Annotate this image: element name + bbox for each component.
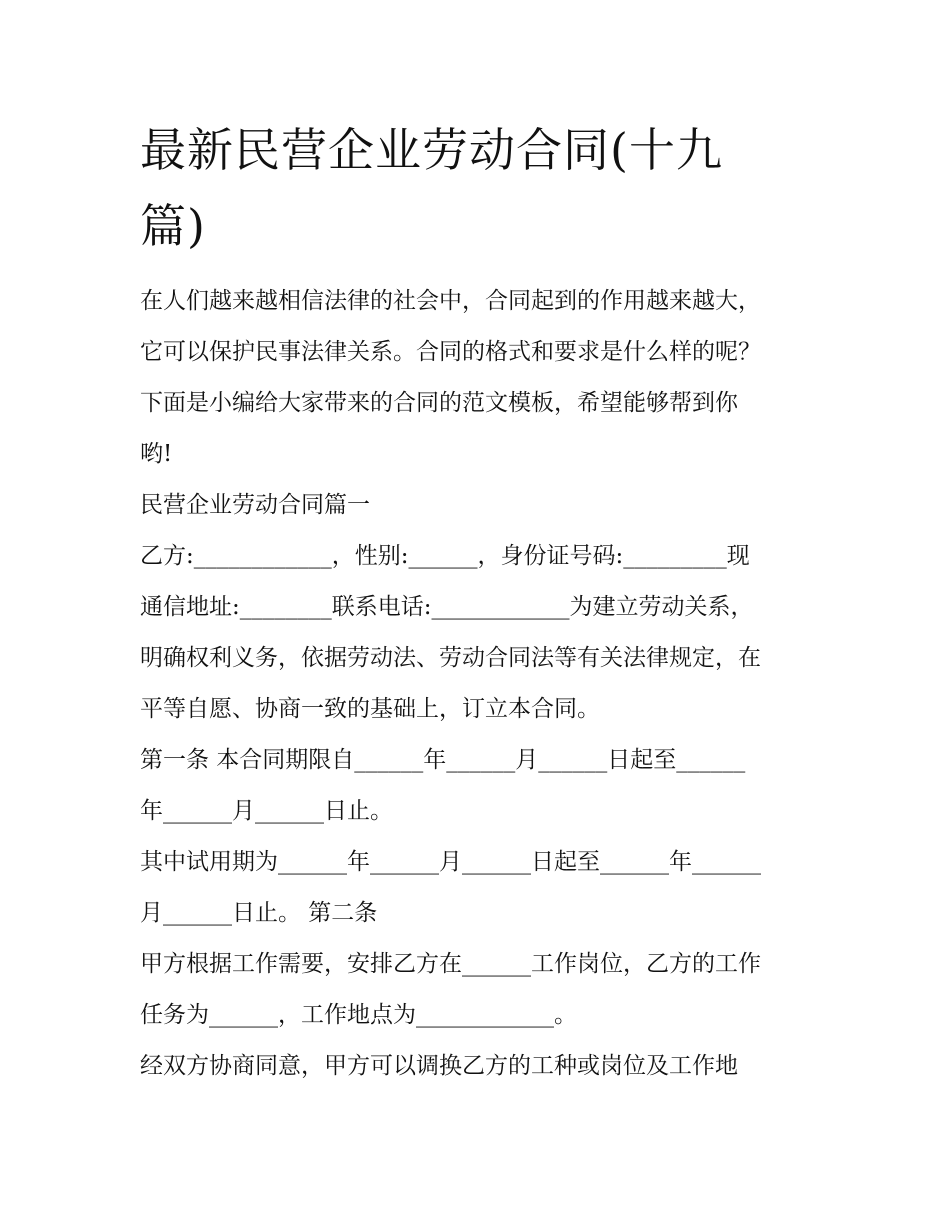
title-line-1: 最新民营企业劳动合同(十九	[140, 123, 723, 177]
text-line: 任务为______，工作地点为____________。	[140, 1002, 577, 1028]
text-line: 在人们越来越相信法律的社会中，合同起到的作用越来越大，	[140, 288, 761, 314]
text-line: 月______日止。 第二条	[140, 900, 378, 926]
text-line: 明确权利义务，依据劳动法、劳动合同法等有关法律规定，在	[140, 645, 761, 671]
text-line: 平等自愿、协商一致的基础上，订立本合同。	[140, 696, 600, 722]
text-line: 哟!	[140, 441, 173, 467]
text-line: 乙方:____________，性别:______，身份证号码:_________现	[140, 543, 750, 569]
section-heading: 民营企业劳动合同篇一	[140, 492, 370, 518]
text-line: 经双方协商同意，甲方可以调换乙方的工种或岗位及工作地	[140, 1053, 738, 1079]
text-line: 第一条 本合同期限自______年______月______日起至______	[140, 747, 746, 773]
text-line: 它可以保护民事法律关系。合同的格式和要求是什么样的呢？	[140, 339, 761, 365]
text-line: 下面是小编给大家带来的合同的范文模板，希望能够帮到你	[140, 390, 738, 416]
text-line: 其中试用期为______年______月______日起至______年______	[140, 849, 761, 875]
title-line-2: 篇)	[140, 199, 206, 253]
text-line: 年______月______日止。	[140, 798, 393, 824]
document-body	[140, 276, 820, 1092]
document-title	[140, 112, 820, 264]
text-line: 通信地址:________联系电话:____________为建立劳动关系，	[140, 594, 754, 620]
text-line: 甲方根据工作需要，安排乙方在______工作岗位，乙方的工作	[140, 951, 761, 977]
